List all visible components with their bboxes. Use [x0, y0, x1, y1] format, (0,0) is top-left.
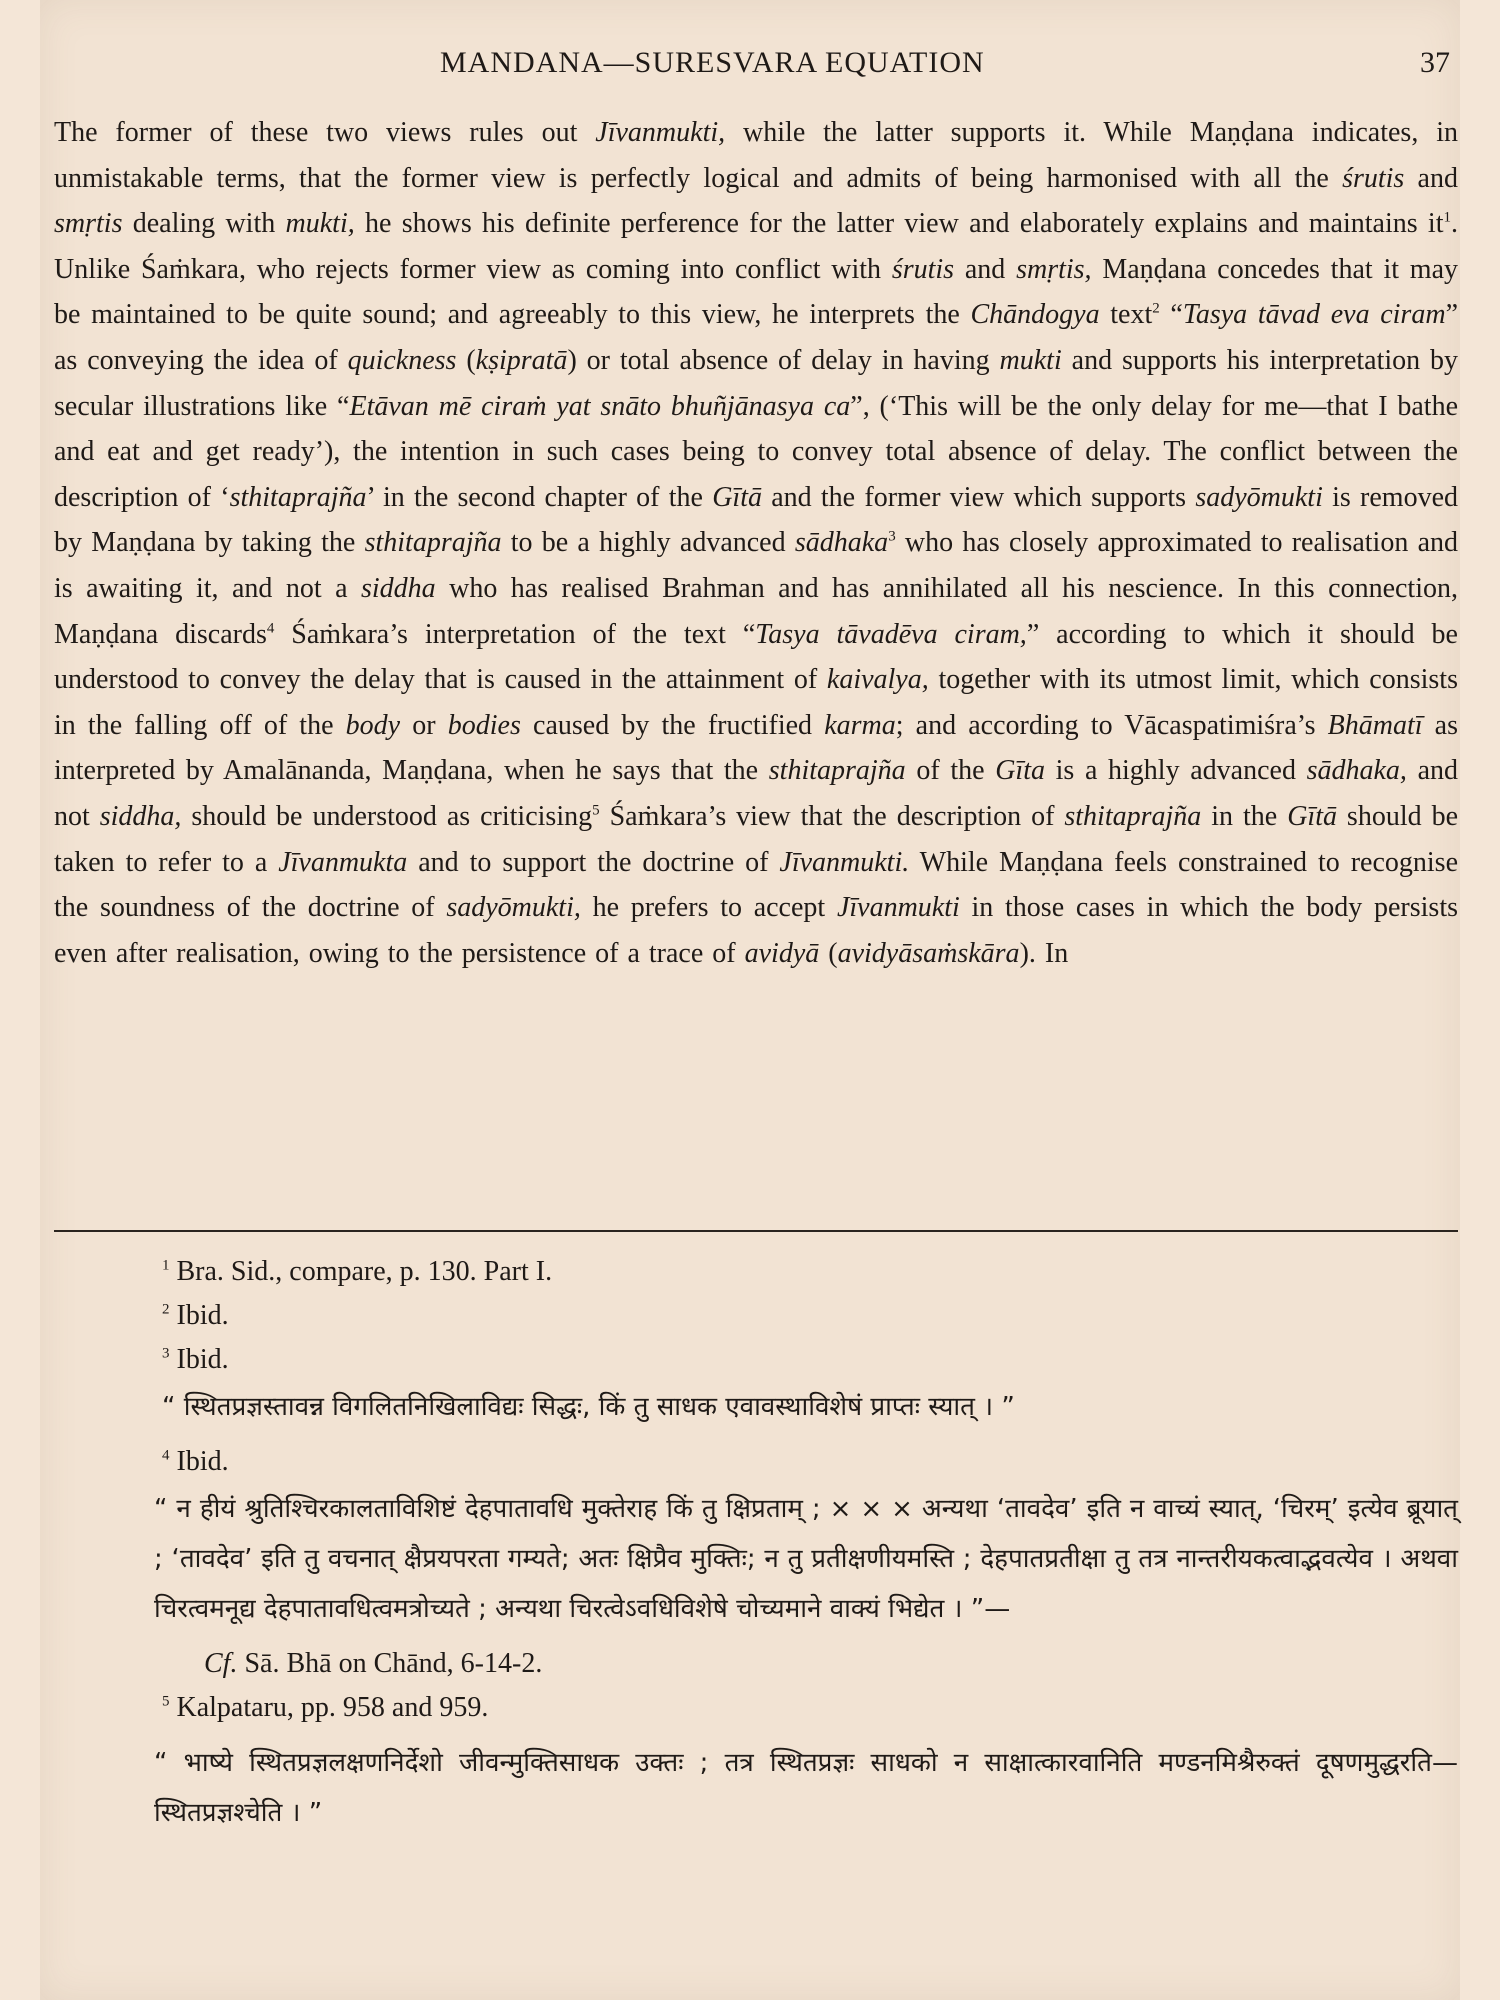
running-title: MANDANA—SURESVARA EQUATION — [440, 46, 985, 79]
footnote-2: $^2$ Ibid. — [162, 1300, 229, 1331]
main-text — [54, 110, 1458, 976]
footnote-divider — [54, 1230, 1458, 1232]
page-number: 37 — [1420, 46, 1450, 79]
footnote-5-sanskrit-quote: “ भाष्ये स्थितप्रज्ञलक्षणनिर्देशो जीवन्मुक्तिसाधक उक्तः ; तत्र स्थितप्रज्ञः साधको न साक्षात्कारवानिति मण्डनमिश्रैरुक्तं दूषणमुद्धरति—स्थितप्रज्ञश्चेति । ” — [154, 1748, 1458, 1828]
footnote-3-sanskrit-quote: “ स्थितप्रज्ञस्तावन्न विगलितनिखिलाविद्यः सिद्धः, किं तु साधक एवावस्थाविशेषं प्राप्तः स्यात् । ” — [162, 1392, 1015, 1422]
footnotes — [54, 1250, 1458, 1838]
footnote-3: $^3$ Ibid. — [162, 1344, 229, 1375]
footnote-4-sanskrit-quote: “ न हीयं श्रुतिश्चिरकालताविशिष्टं देहपातावधि मुक्तेराह किं तु क्षिप्रताम् ; × × × अन्यथा ‘तावदेव’ इति न वाच्यं स्यात्, ‘चिरम्’ इत्येव ब्रूयात् ; ‘तावदेव’ इति तु वचनात् क्षैप्रयपरता गम्यते; अतः क्षिप्रैव मुक्तिः; न तु प्रतीक्षणीयमस्ति ; देहपातप्रतीक्षा तु तत्र नान्तरीयकत्वाद्भवत्येव । अथवा चिरत्वमनूद्य देहपातावधित्वमत्रोच्यते ; अन्यथा चिरत्वेऽवधिविशेषे चोच्यमाने वाक्यं भिद्येत । ”— — [154, 1494, 1458, 1624]
book-page — [40, 0, 1460, 2000]
running-head — [40, 38, 1460, 88]
footnote-4: $^4$ Ibid. — [162, 1446, 229, 1477]
footnote-1: $^1$ Bra. Sid., compare, p. 130. Part I. — [162, 1256, 553, 1287]
footnote-5: $^5$ Kalpataru, pp. 958 and 959. — [162, 1692, 489, 1723]
footnote-4-cf: Cf. Sā. Bhā on Chānd, 6-14-2. — [204, 1648, 543, 1679]
main-paragraph: The former of these two views rules out Jīvanmukti, while the latter supports it. While Maṇḍana indicates, in unmistakable terms, that the former view is perfectly logical and admits of being harmonised with all the śrutis and smṛtis dealing with mukti, he shows his definite perference for the latter view and elaborately explains and maintains $it^1$. Unlike Śaṁkara, who rejects former view as coming into conflict with śrutis and smṛtis, Maṇḍana concedes that it may be maintained to be quite sound; and agreeably to this view, he interprets the Chāndogya text$^2$ “Tasya tāvad eva ciram” as conveying the idea of quickness (kṣipratā) or total absence of delay in having mukti and supports his interpretation by secular illustrations like “Etāvan mē ciraṁ yat snāto bhuñjānasya ca”, (‘This will be the only delay for me—that I bathe and eat and get ready’), the intention in such cases being to convey total absence of delay. The conflict between the description of ‘sthitaprajña’ in the second chapter of the Gītā and the former view which supports sadyōmukti is removed by Maṇḍana by taking the sthitaprajña to be a highly advanced sādhaka$^3$ who has closely approximated to realisation and is awaiting it, and not a siddha who has realised Brahman and has annihilated all his nescience. In this connection, Maṇḍana discards$^4$ Śaṁkara’s interpretation of the text “Tasya tāvadēva ciram,” according to which it should be understood to convey the delay that is caused in the attainment of kaivalya, together with its utmost limit, which consists in the falling off of the body or bodies caused by the fructified karma; and according to Vācaspatimiśra’s Bhāmatī as interpreted by Amalānanda, Maṇḍana, when he says that the sthitaprajña of the Gīta is a highly advanced sādhaka, and not siddha, should be understood as criticising$^5$ Śaṁkara’s view that the description of sthitaprajña in the Gītā should be taken to refer to a Jīvanmukta and to support the doctrine of Jīvanmukti. While Maṇḍana feels constrained to recognise the soundness of the doctrine of sadyōmukti, he prefers to accept Jīvanmukti in those cases in which the body persists even after realisation, owing to the persistence of a trace of avidyā (avidyāsaṁskāra). In — [54, 117, 1459, 969]
